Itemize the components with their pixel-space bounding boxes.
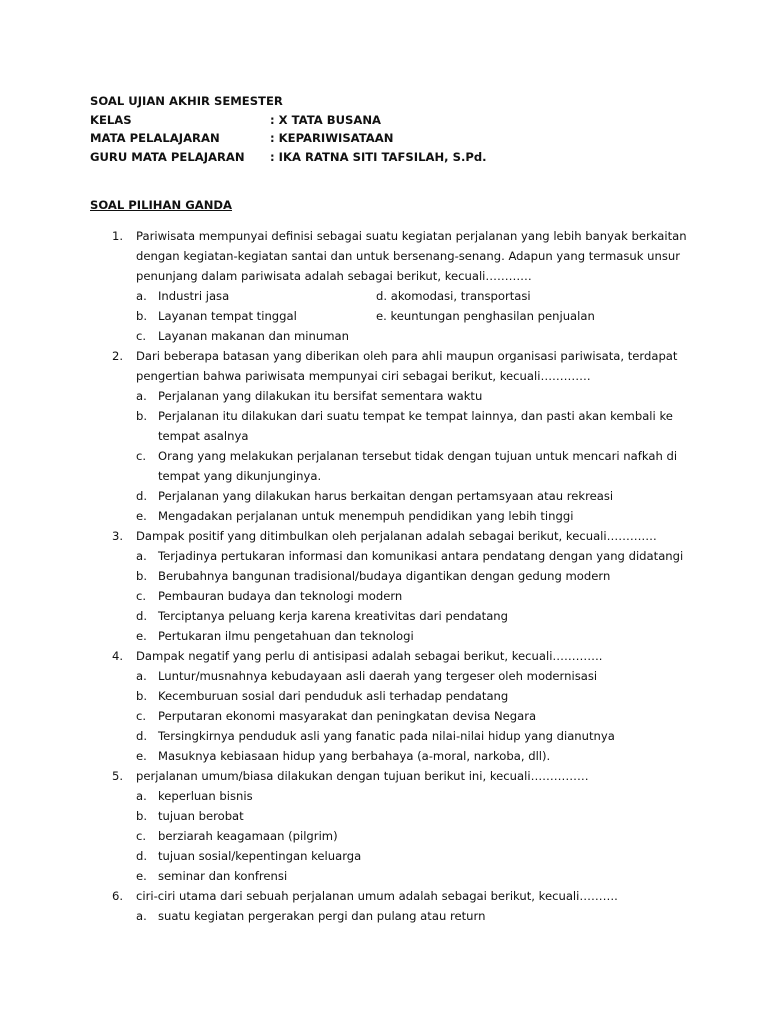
question-stem-line (0, 526, 768, 546)
option-row (0, 286, 768, 306)
option-letter: c. (136, 709, 147, 723)
header-label: KELAS (90, 112, 132, 127)
option-text: Perputaran ekonomi masyarakat dan peningkatan devisa Negara (158, 709, 537, 723)
question-text: perjalanan umum/biasa dilakukan dengan tujuan berikut ini, kecuali…………… (136, 769, 589, 783)
header-value: : IKA RATNA SITI TAFSILAH, S.Pd. (270, 149, 487, 164)
header-label: MATA PELALAJARAN (90, 131, 220, 145)
option-text: Terciptanya peluang kerja karena kreativitas dari pendatang (158, 609, 509, 623)
option-letter: d. (136, 609, 148, 623)
option-continuation (0, 466, 768, 486)
option-text: tujuan sosial/kepentingan keluarga (158, 849, 362, 863)
option-letter: e. (136, 509, 147, 523)
question-number: 5. (112, 769, 124, 783)
option-letter: d. (136, 729, 148, 743)
option-text: Layanan tempat tinggal (158, 309, 297, 323)
exam-title: SOAL UJIAN AKHIR SEMESTER (90, 94, 283, 108)
option-row (0, 686, 768, 706)
header-row-teacher (90, 148, 487, 167)
question-stem-line (0, 226, 768, 246)
question-item (0, 886, 768, 926)
option-text: tempat asalnya (158, 429, 249, 443)
option-letter: c. (136, 449, 147, 463)
option-letter: d. (136, 489, 148, 503)
option-text: suatu kegiatan pergerakan pergi dan pulang atau return (158, 909, 486, 923)
option-letter: c. (136, 829, 147, 843)
question-item (0, 226, 768, 346)
option-letter: d. (136, 849, 148, 863)
option-row (0, 586, 768, 606)
option-letter: b. (136, 409, 148, 423)
question-number: 3. (112, 529, 124, 543)
option-letter: a. (136, 389, 147, 403)
option-text: Terjadinya pertukaran informasi dan komunikasi antara pendatang dengan yang didatangi (158, 549, 684, 563)
option-text: Perjalanan yang dilakukan itu bersifat sementara waktu (158, 389, 483, 403)
question-stem-continuation (0, 246, 768, 266)
option-letter: a. (136, 549, 147, 563)
option-text: Berubahnya bangunan tradisional/budaya digantikan dengan gedung modern (158, 569, 611, 583)
option-text: Mengadakan perjalanan untuk menempuh pendidikan yang lebih tinggi (158, 509, 574, 523)
question-item (0, 526, 768, 646)
option-text: seminar dan konfrensi (158, 869, 288, 883)
option-row (0, 726, 768, 746)
question-number: 4. (112, 649, 124, 663)
question-text: Dampak negatif yang perlu di antisipasi adalah sebagai berikut, kecuali…………. (136, 649, 603, 663)
option-text: Industri jasa (158, 289, 230, 303)
option-text: keperluan bisnis (158, 789, 253, 803)
question-stem-continuation (0, 266, 768, 286)
option-row (0, 326, 768, 346)
option-row (0, 506, 768, 526)
question-item (0, 346, 768, 526)
question-text: Dari beberapa batasan yang diberikan oleh para ahli maupun organisasi pariwisata, terdapat (136, 349, 678, 363)
option-text: Masuknya kebiasaan hidup yang berbahaya (a-moral, narkoba, dll). (158, 749, 551, 763)
option-letter: e. (136, 629, 147, 643)
option-row (0, 626, 768, 646)
header-row-class (90, 111, 487, 130)
question-text: Dampak positif yang ditimbulkan oleh perjalanan adalah sebagai berikut, kecuali…………. (136, 529, 657, 543)
header-value: : X TATA BUSANA (270, 112, 381, 127)
question-text: pengertian bahwa pariwisata mempunyai ciri sebagai berikut, kecuali…………. (136, 369, 591, 383)
question-stem-line (0, 766, 768, 786)
question-text: penunjang dalam pariwisata adalah sebagai berikut, kecuali………… (136, 269, 532, 283)
option-letter: e. (136, 869, 147, 883)
question-text: dengan kegiatan-kegiatan santai dan untuk bersenang-senang. Adapun yang termasuk unsur (136, 249, 681, 263)
section-title: SOAL PILIHAN GANDA (90, 198, 233, 212)
option-text: Pembauran budaya dan teknologi modern (158, 589, 403, 603)
option-row (0, 706, 768, 726)
question-number: 1. (112, 229, 124, 243)
question-number: 2. (112, 349, 124, 363)
question-list (0, 226, 768, 926)
option-letter: c. (136, 329, 147, 343)
option-letter: a. (136, 669, 147, 683)
question-text: ciri-ciri utama dari sebuah perjalanan umum adalah sebagai berikut, kecuali………. (136, 889, 618, 903)
option-letter: b. (136, 569, 148, 583)
option-row (0, 386, 768, 406)
exam-header (90, 92, 487, 166)
option-letter: b. (136, 309, 148, 323)
option-text: Layanan makanan dan minuman (158, 329, 349, 343)
option-text: Pertukaran ilmu pengetahuan dan teknologi (158, 629, 414, 643)
question-item (0, 766, 768, 886)
option-row (0, 866, 768, 886)
option-row (0, 406, 768, 426)
option-row (0, 846, 768, 866)
option-letter: b. (136, 809, 148, 823)
option-text: Tersingkirnya penduduk asli yang fanatic pada nilai-nilai hidup yang dianutnya (158, 729, 615, 743)
option-text: d. akomodasi, transportasi (376, 289, 531, 303)
option-text: Kecemburuan sosial dari penduduk asli terhadap pendatang (158, 689, 509, 703)
option-letter: a. (136, 289, 147, 303)
option-row (0, 786, 768, 806)
option-letter: e. (136, 749, 147, 763)
question-text: Pariwisata mempunyai definisi sebagai suatu kegiatan perjalanan yang lebih banyak berkaitan (136, 229, 687, 243)
option-letter: b. (136, 689, 148, 703)
option-row (0, 446, 768, 466)
option-row (0, 566, 768, 586)
option-text: e. keuntungan penghasilan penjualan (376, 309, 595, 323)
option-row (0, 306, 768, 326)
header-row-subject (90, 129, 487, 148)
option-text: Luntur/musnahnya kebudayaan asli daerah yang tergeser oleh modernisasi (158, 669, 598, 683)
question-stem-line (0, 646, 768, 666)
question-stem-line (0, 886, 768, 906)
question-stem-continuation (0, 366, 768, 386)
question-number: 6. (112, 889, 124, 903)
option-letter: a. (136, 909, 147, 923)
option-text: Perjalanan itu dilakukan dari suatu tempat ke tempat lainnya, dan pasti akan kembali ke (158, 409, 673, 423)
option-text: berziarah keagamaan (pilgrim) (158, 829, 338, 843)
option-row (0, 906, 768, 926)
option-continuation (0, 426, 768, 446)
option-letter: c. (136, 589, 147, 603)
option-text: tujuan berobat (158, 809, 244, 823)
option-text: Orang yang melakukan perjalanan tersebut tidak dengan tujuan untuk mencari nafkah di (158, 449, 678, 463)
option-text: Perjalanan yang dilakukan harus berkaitan dengan pertamsyaan atau rekreasi (158, 489, 614, 503)
header-label: GURU MATA PELAJARAN (90, 149, 245, 164)
option-row (0, 606, 768, 626)
question-stem-line (0, 346, 768, 366)
option-letter: a. (136, 789, 147, 803)
option-text: tempat yang dikunjunginya. (158, 469, 322, 483)
option-row (0, 546, 768, 566)
option-row (0, 746, 768, 766)
header-value: : KEPARIWISATAAN (270, 131, 394, 145)
option-row (0, 666, 768, 686)
option-row (0, 826, 768, 846)
question-item (0, 646, 768, 766)
option-row (0, 806, 768, 826)
option-row (0, 486, 768, 506)
